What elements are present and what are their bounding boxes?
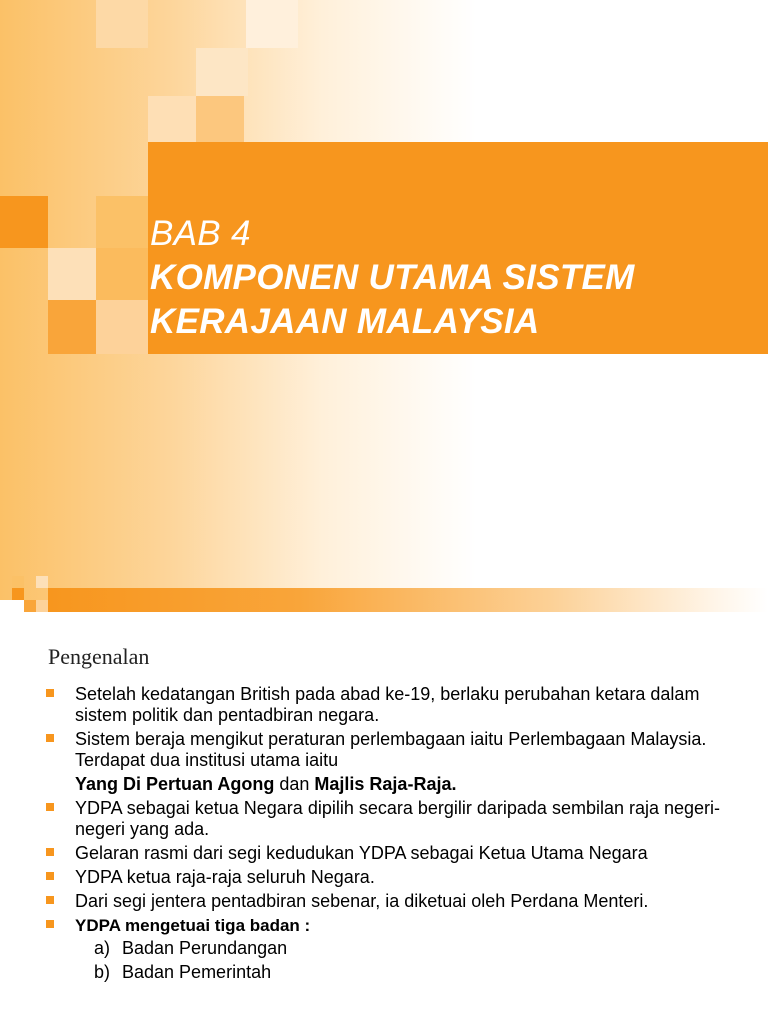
list-item-text: YDPA ketua raja-raja seluruh Negara. [75,867,375,887]
decor-square [196,96,244,142]
decor-square [96,248,148,300]
decor-mini-square [24,600,36,612]
title-line-3: KERAJAAN MALAYSIA [150,302,540,341]
institutions-line [75,774,744,795]
list-item [44,867,744,888]
bullet-list [44,684,744,986]
list-item [44,843,744,864]
title-line-1: BAB 4 [150,214,251,253]
sub-list-item [44,938,744,959]
list-item [44,798,744,840]
sub-list [44,938,744,983]
square-bullet-icon [46,896,54,904]
square-bullet-icon [46,803,54,811]
institution-majlis: Majlis Raja-Raja. [314,774,457,794]
list-item [44,684,744,726]
square-bullet-icon [46,920,54,928]
list-item-text: Gelaran rasmi dari segi kedudukan YDPA sebagai Ketua Utama Negara [75,843,648,863]
slide-title [150,212,760,344]
decor-mini-square [12,576,24,588]
decor-mini-square [12,588,24,600]
square-bullet-icon [46,872,54,880]
decor-square [196,48,248,96]
decor-square [48,248,96,300]
decor-square [96,300,148,354]
sub-list-text: Badan Pemerintah [122,962,272,982]
sub-list-marker: b) [94,962,111,982]
square-bullet-icon [46,848,54,856]
decor-square [0,196,48,248]
list-item-text: Setelah kedatangan British pada abad ke-19, berlaku perubahan ketara dalam sistem politik dan pentadbiran negara. [75,684,700,725]
divider-bar [48,588,768,612]
decor-square [148,96,196,142]
list-item-text: YDPA sebagai ketua Negara dipilih secara bergilir daripada sembilan raja negeri-negeri yang ada. [75,798,721,839]
list-item-text: Sistem beraja mengikut peraturan perlembagaan iaitu Perlembagaan Malaysia. Terdapat dua institusi utama iaitu [75,729,707,770]
decor-square [96,0,148,48]
sub-list-text: Badan Perundangan [122,938,288,958]
joiner-text: dan [274,774,315,794]
square-bullet-icon [46,689,54,697]
decor-mini-square [36,600,48,612]
sub-list-item [44,962,744,983]
section-heading: Pengenalan [48,644,150,669]
list-item [44,891,744,912]
decor-mini-square [36,576,48,588]
title-line-2: KOMPONEN UTAMA SISTEM [150,258,635,297]
list-item [44,915,744,983]
list-item-text: Dari segi jentera pentadbiran sebenar, ia diketuai oleh Perdana Menteri. [75,891,649,911]
list-item-text: YDPA mengetuai tiga badan : [75,916,311,935]
sub-list-marker: a) [94,938,111,958]
decor-square [48,300,96,354]
institution-ydpa: Yang Di Pertuan Agong [75,774,275,794]
list-item [44,729,744,795]
square-bullet-icon [46,734,54,742]
decor-square [96,196,148,248]
decor-square [246,0,298,48]
